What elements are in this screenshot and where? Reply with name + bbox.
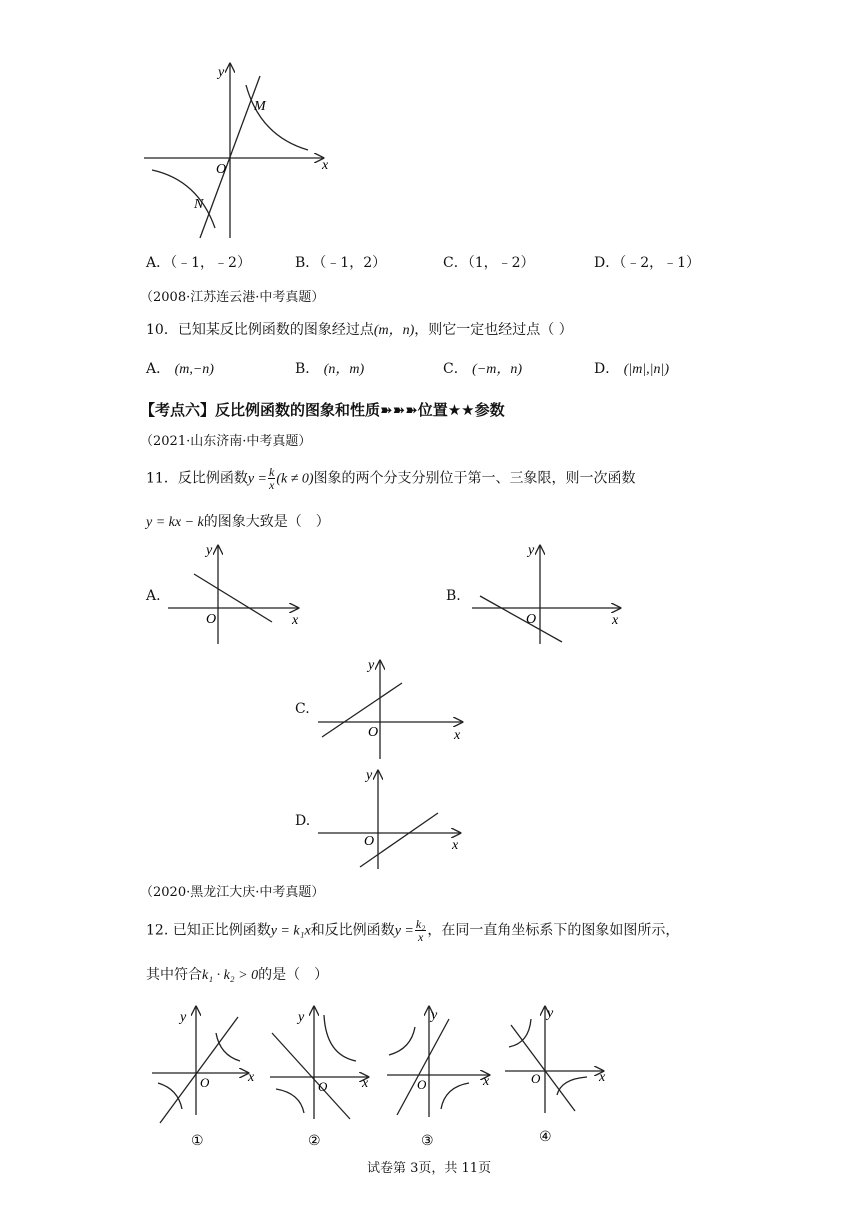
q10-stem: 10．已知某反比例函数的图象经过点(m，n)，则它一定也经过点（ ） [146,322,573,338]
q11-option-c-letter[interactable]: C. [295,701,310,717]
page-footer: 试卷第 3页，共 11页 [367,1161,492,1176]
svg-text:y: y [547,1006,554,1021]
q11-stem: 11．反比例函数y = $\frac{k}{x}$ (k ≠ 0)图象的两个分支分别位于第一、三象限，则一次函数 [146,465,636,492]
q9-option-d[interactable]: D．（﹣2，﹣1） [594,255,701,271]
svg-text:x: x [454,728,461,743]
q12-source: （2020·黑龙江大庆·中考真题） [140,885,325,900]
q10-option-d[interactable]: D． (|m|,|n|) [594,361,670,377]
q11-source: （2021·山东济南·中考真题） [140,434,312,449]
svg-text:O: O [206,612,217,627]
label-n: N [194,197,204,212]
svg-text:x: x [292,613,299,628]
svg-text:O: O [417,1077,427,1092]
q9-option-a[interactable]: A．（﹣1，﹣2） [146,255,251,271]
svg-text:y: y [206,543,213,558]
q10-option-b[interactable]: B． (n，m) [295,361,365,377]
svg-text:x: x [452,838,459,853]
label-y: y [218,65,225,80]
q11-b-line [480,596,562,642]
svg-text:x: x [362,1076,369,1091]
svg-text:O: O [531,1071,541,1086]
q11-option-a-graph[interactable] [168,540,308,645]
hyperbola-branch-1 [246,85,308,150]
section-heading: 【考点六】反比例函数的图象和性质➽➽➽位置★★参数 [140,401,505,419]
svg-text:y: y [298,1010,305,1025]
svg-text:O: O [526,612,537,627]
svg-text:x: x [612,613,619,628]
svg-text:①: ① [191,1134,204,1149]
q11-option-c-graph[interactable] [318,655,478,760]
svg-text:④: ④ [539,1130,552,1145]
svg-text:O: O [318,1079,328,1094]
svg-text:x: x [483,1074,490,1089]
svg-text:O: O [200,1075,210,1090]
q12-stem: 12. 已知正比例函数y = k₁x和反比例函数y = $\frac{\text{k₂}}{x}$ ，在同一直角坐标系下的图象如图所示， [146,917,680,944]
q12-figure-3[interactable] [385,1005,500,1150]
q9-option-c[interactable]: C．（1，﹣2） [443,255,535,271]
svg-text:②: ② [308,1134,321,1149]
hyperbola-branch-3 [152,170,215,228]
svg-text:y: y [431,1008,438,1023]
q10-source: （2008·江苏连云港·中考真题） [140,290,325,305]
svg-text:y: y [366,768,373,783]
label-m: M [254,99,266,114]
q11-c-line [322,683,402,737]
svg-text:x: x [599,1070,606,1085]
q12-figure-2[interactable] [268,1005,383,1150]
q9-option-b[interactable]: B．（﹣1，2） [295,255,387,271]
svg-text:y: y [368,658,375,673]
q10-option-a[interactable]: A． (m,−n) [146,361,214,377]
svg-text:y: y [528,543,535,558]
q12-figure-4[interactable] [503,1005,618,1150]
q11-option-b-letter[interactable]: B. [446,588,461,604]
q11-option-d-graph[interactable] [318,765,478,870]
svg-text:x: x [248,1070,255,1085]
q9-figure [140,58,340,243]
svg-text:③: ③ [421,1134,434,1149]
svg-text:O: O [368,725,379,740]
svg-text:y: y [180,1010,187,1025]
q10-option-c[interactable]: C． (−m，n) [443,361,523,377]
q12-figure-1[interactable] [150,1005,265,1150]
q11-option-b-graph[interactable] [472,540,632,645]
label-o: O [216,162,227,177]
svg-text:O: O [364,834,375,849]
q11-stem-line2: y = kx − k的图象大致是（ ） [146,514,330,530]
q11-option-a-letter[interactable]: A. [146,588,161,604]
label-x: x [322,158,329,173]
q12-stem-line2: 其中符合k₁ · k₂ > 0的是（ ） [146,967,329,983]
q11-option-d-letter[interactable]: D. [295,813,311,829]
